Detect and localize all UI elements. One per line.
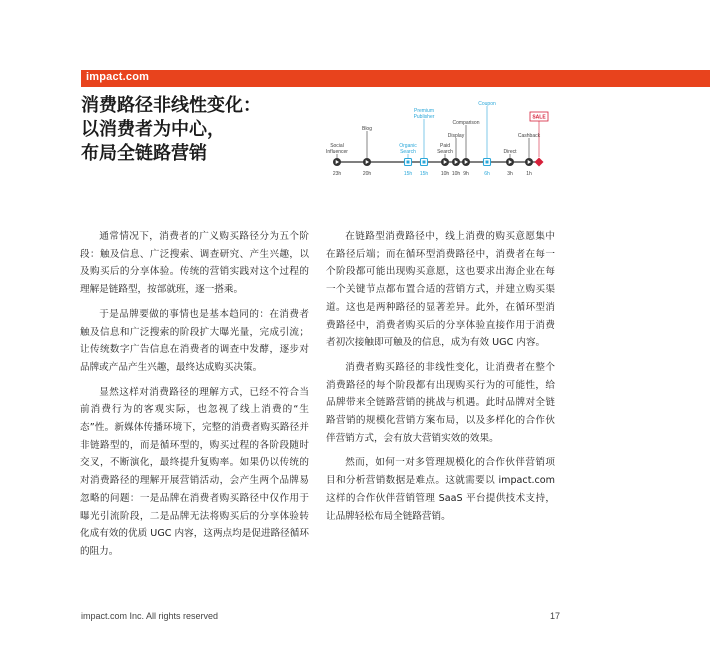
- page-number: 17: [550, 611, 561, 621]
- timeline-time-label: 1h: [526, 171, 532, 177]
- timeline-node-label: Coupon: [478, 101, 496, 107]
- timeline-node-label: Social: [330, 143, 344, 149]
- timeline-node-label: Comparison: [452, 120, 480, 126]
- timeline-time-label: 10h: [440, 171, 450, 177]
- left-paragraph-3: 显然这样对消费路径的理解方式，已经不符合当前消费行为的客观实际，也忽视了线上消费的“生态”性。新媒体传播环境下，完整的消费者购买路径并非链路型的，而是循环型的，购买过程的各阶段随时交叉，不断演化，最终提升复购率。如果仍以传统的对消费路径的理解开展营销活动，会产生两个品牌易忽略的问题：一是品牌在消费者购买路径中仅作用于曝光引流阶段，二是品牌无法将购买后的分享体验转化成有效的优质 UGC 内容，这两点均是促进路径循环的阻力。: [80, 386, 309, 557]
- timeline-node-label: Influencer: [326, 149, 348, 155]
- timeline-node-label: Search: [400, 149, 416, 155]
- timeline-time-label: 20h: [362, 171, 372, 177]
- left-paragraph-2: 于是品牌要做的事情也是基本趋同的：在消费者触及信息和广泛搜索的阶段扩大曝光量，完成引流；让传统数字广告信息在消费者的调查中发酵，逐步对品牌或产品产生兴趣，最终达成购买决策。: [80, 308, 309, 373]
- timeline-time-label: 15h: [403, 171, 413, 177]
- timeline-node-label: Organic: [399, 143, 417, 149]
- timeline-node-label: Direct: [503, 149, 517, 155]
- title-line-1: 消费路径非线性变化：: [81, 95, 261, 116]
- right-paragraph-1: 在链路型消费路径中，线上消费的购买意愿集中在路径后端；而在循环型消费路径中，消费者在每一个阶段都可能出现购买意愿，这也要求出海企业在每一个关键节点都布置合适的营销方式，并建立购买渠道。这也是两种路径的显著差异。此外，在循环型消费路径中，消费者购买后的分享体验直接作用于消费者初次接触即可触及的信息，成为有效 UGC 内容。: [326, 231, 555, 349]
- timeline-node-label: Premium: [413, 108, 435, 114]
- timeline-node-label: Blog: [361, 126, 373, 132]
- timeline-node-label: Paid: [439, 143, 451, 149]
- timeline-time-label: 23h: [332, 171, 342, 177]
- timeline-node-label: Search: [437, 149, 453, 155]
- square-inner-icon: [407, 161, 410, 164]
- timeline-node-label: Cashback: [517, 133, 541, 139]
- footer-copyright: impact.com Inc. All rights reserved: [81, 611, 219, 621]
- square-inner-icon: [486, 161, 489, 164]
- timeline-node-label: SALE: [532, 114, 546, 121]
- consumer-journey-timeline: [320, 94, 560, 184]
- right-paragraph-3: 然而，如何一对多管理规模化的合作伙伴营销项目和分析营销数据是难点。这就需要以 impact.com 这样的合作伙伴营销管理 SaaS 平台提供技术支持，让品牌轻松布局全链路营销。: [326, 457, 555, 522]
- body-column-right: [326, 228, 555, 532]
- body-column-left: [80, 228, 309, 568]
- title-line-3: 布局全链路营销: [81, 143, 207, 164]
- timeline-time-label: 6h: [484, 171, 490, 177]
- square-inner-icon: [423, 161, 426, 164]
- timeline-node-label: Display: [447, 133, 465, 139]
- right-paragraph-2: 消费者购买路径的非线性变化，让消费者在整个消费路径的每个阶段都有出现购买行为的可能性，给品牌带来全链路营销的挑战与机遇。此时品牌对全链路营销的规模化营销方案布局，以及多样化的合作伙伴营销方式，会有放大营销实效的效果。: [326, 361, 555, 444]
- brand-header-bar: [81, 70, 710, 87]
- timeline-time-label: 9h: [463, 171, 469, 177]
- title-line-2: 以消费者为中心，: [81, 119, 225, 140]
- timeline-time-label: 10h: [451, 171, 461, 177]
- section-title: [81, 94, 311, 166]
- left-paragraph-1: 通常情况下，消费者的广义购买路径分为五个阶段：触及信息、广泛搜索、调查研究、产生兴趣，以及购买后的分享体验。传统的营销实践对这个过程的理解是链路型，按部就班，逐一搭乘。: [80, 231, 309, 296]
- sale-diamond-icon: [535, 158, 544, 167]
- brand-header-text: impact.com: [86, 71, 150, 83]
- timeline-time-label: 3h: [507, 171, 513, 177]
- timeline-node-label: Publisher: [413, 114, 435, 120]
- timeline-time-label: 15h: [419, 171, 429, 177]
